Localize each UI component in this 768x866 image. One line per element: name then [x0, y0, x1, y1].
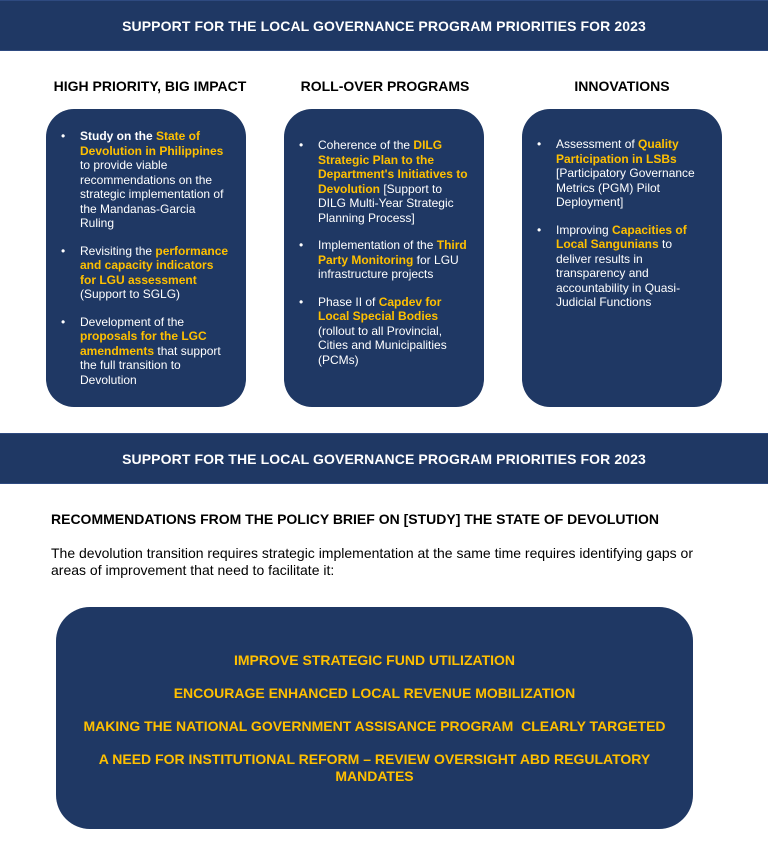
recommendation-item: IMPROVE STRATEGIC FUND UTILIZATION — [233, 651, 516, 668]
recommendation-item: MAKING THE NATIONAL GOVERNMENT ASSISANCE PROGRAM CLEARLY TARGETED — [83, 717, 666, 734]
recommendation-item: ENCOURAGE ENHANCED LOCAL REVENUE MOBILIZATION — [173, 684, 576, 701]
card-roll-over — [284, 109, 484, 407]
banner-title: SUPPORT FOR THE LOCAL GOVERNANCE PROGRAM PRIORITIES FOR 2023 — [122, 17, 646, 34]
card-innovations — [522, 109, 722, 407]
list-item: • Implementation of the Third Party Monitoring for LGU infrastructure projects — [284, 238, 484, 282]
column-heading-high-priority: HIGH PRIORITY, BIG IMPACT — [53, 78, 247, 94]
banner-title: SUPPORT FOR THE LOCAL GOVERNANCE PROGRAM PRIORITIES FOR 2023 — [122, 450, 646, 467]
list-item: • Development of the proposals for the LGC amendments that support the full transition to Devolution — [46, 315, 246, 388]
column-heading-innovations: INNOVATIONS — [574, 78, 670, 94]
list-item: • Improving Capacities of Local Sangunians to deliver results in transparency and accountability in Quasi-Judicial Functions — [522, 223, 722, 310]
list-item: • Coherence of the DILG Strategic Plan to the Department's Initiatives to Devolution [Support to DILG Multi-Year Strategic Planning Process] — [284, 138, 484, 225]
recommendations-body: The devolution transition requires strategic implementation at the same time requires identifying gaps or areas of improvement that need to facilitate it: — [51, 545, 693, 578]
list-item: • Phase II of Capdev for Local Special Bodies (rollout to all Provincial, Cities and Municipalities (PCMs) — [284, 295, 484, 368]
recommendations-box — [56, 607, 693, 829]
list-item: • Assessment of Quality Participation in LSBs [Participatory Governance Metrics (PGM) Pilot Deployment] — [522, 137, 722, 210]
card-high-priority — [46, 109, 246, 407]
list-item: • Revisiting the performance and capacity indicators for LGU assessment (Support to SGLG) — [46, 244, 246, 302]
top-banner — [0, 0, 768, 51]
recommendation-item: A NEED FOR INSTITUTIONAL REFORM – REVIEW OVERSIGHT ABD REGULATORY MANDATES — [98, 750, 651, 784]
second-banner — [0, 433, 768, 484]
recommendations-title: RECOMMENDATIONS FROM THE POLICY BRIEF ON [STUDY] THE STATE OF DEVOLUTION — [51, 511, 659, 527]
list-item: • Study on the State of Devolution in Philippines to provide viable recommendations on the strategic implementation of the Mandanas-Garcia Ruling — [46, 129, 246, 231]
column-heading-roll-over: ROLL-OVER PROGRAMS — [300, 78, 470, 94]
